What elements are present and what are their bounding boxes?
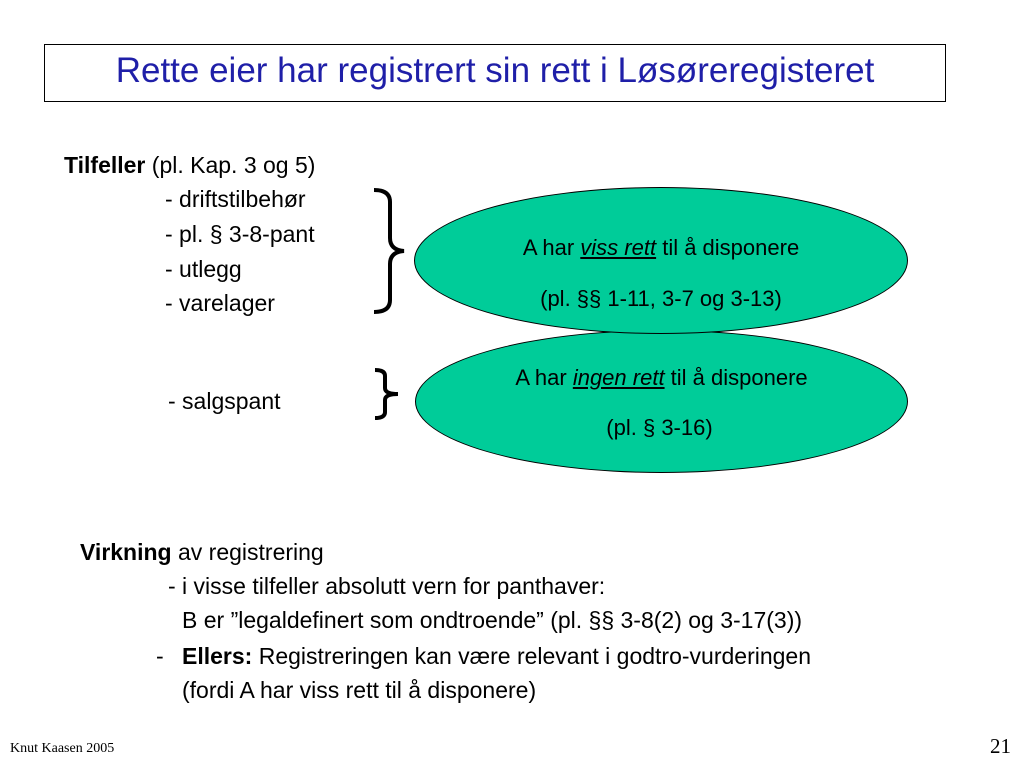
ellipse-viss-rett-post: til å disponere [656, 235, 800, 260]
ellipse-viss-rett-pre: A har [522, 235, 581, 260]
tilfeller-heading-rest: (pl. Kap. 3 og 5) [145, 152, 316, 178]
ellipse-viss-rett-em: viss rett [580, 235, 657, 260]
virkning-heading-rest: av registrering [171, 539, 324, 565]
ellipse-ingen-rett-line2: (pl. § 3-16) [606, 415, 713, 440]
page-number: 21 [990, 734, 1011, 758]
ellipse-viss-rett [414, 187, 908, 334]
brace-large [370, 188, 410, 314]
ellipse-viss-rett-line2: (pl. §§ 1-11, 3-7 og 3-13) [540, 286, 782, 311]
tilfeller-heading-bold: Tilfeller [64, 152, 146, 178]
title-box [44, 44, 946, 102]
tilfeller-item-utlegg: - utlegg [165, 256, 242, 282]
ellipse-ingen-rett-post: til å disponere [664, 365, 808, 390]
ellipse-ingen-rett [415, 330, 908, 473]
virkning-line-3 [182, 642, 811, 670]
virkning-line-3-dash: - [156, 643, 164, 669]
virkning-line-2: B er ”legaldefinert som ondtroende” (pl. §§ 3-8(2) og 3-17(3)) [182, 607, 803, 633]
virkning-heading [80, 538, 324, 566]
virkning-line-4: (fordi A har viss rett til å disponere) [182, 677, 537, 703]
virkning-heading-bold: Virkning [80, 539, 172, 565]
slide-title: Rette eier har registrert sin rett i Løsøreregisteret [115, 51, 875, 90]
ellipse-ingen-rett-line1 [416, 365, 907, 391]
ellipse-ingen-rett-pre: A har [515, 365, 573, 390]
ellipse-ingen-rett-em: ingen rett [572, 365, 665, 390]
brace-small [372, 368, 406, 420]
virkning-line-1: - i visse tilfeller absolutt vern for panthaver: [168, 573, 606, 599]
footer-author: Knut Kaasen 2005 [10, 741, 115, 756]
tilfeller-heading [64, 151, 315, 179]
tilfeller-item-salgspant: - salgspant [168, 388, 281, 414]
ellipse-viss-rett-line1 [415, 235, 907, 261]
virkning-ellers-bold: Ellers: [182, 643, 253, 669]
tilfeller-item-varelager: - varelager [165, 290, 275, 316]
virkning-line-3-rest: Registreringen kan være relevant i godtro-vurderingen [252, 643, 812, 669]
tilfeller-item-pant: - pl. § 3-8-pant [165, 221, 315, 247]
tilfeller-item-driftstilbehor: - driftstilbehør [165, 186, 306, 212]
